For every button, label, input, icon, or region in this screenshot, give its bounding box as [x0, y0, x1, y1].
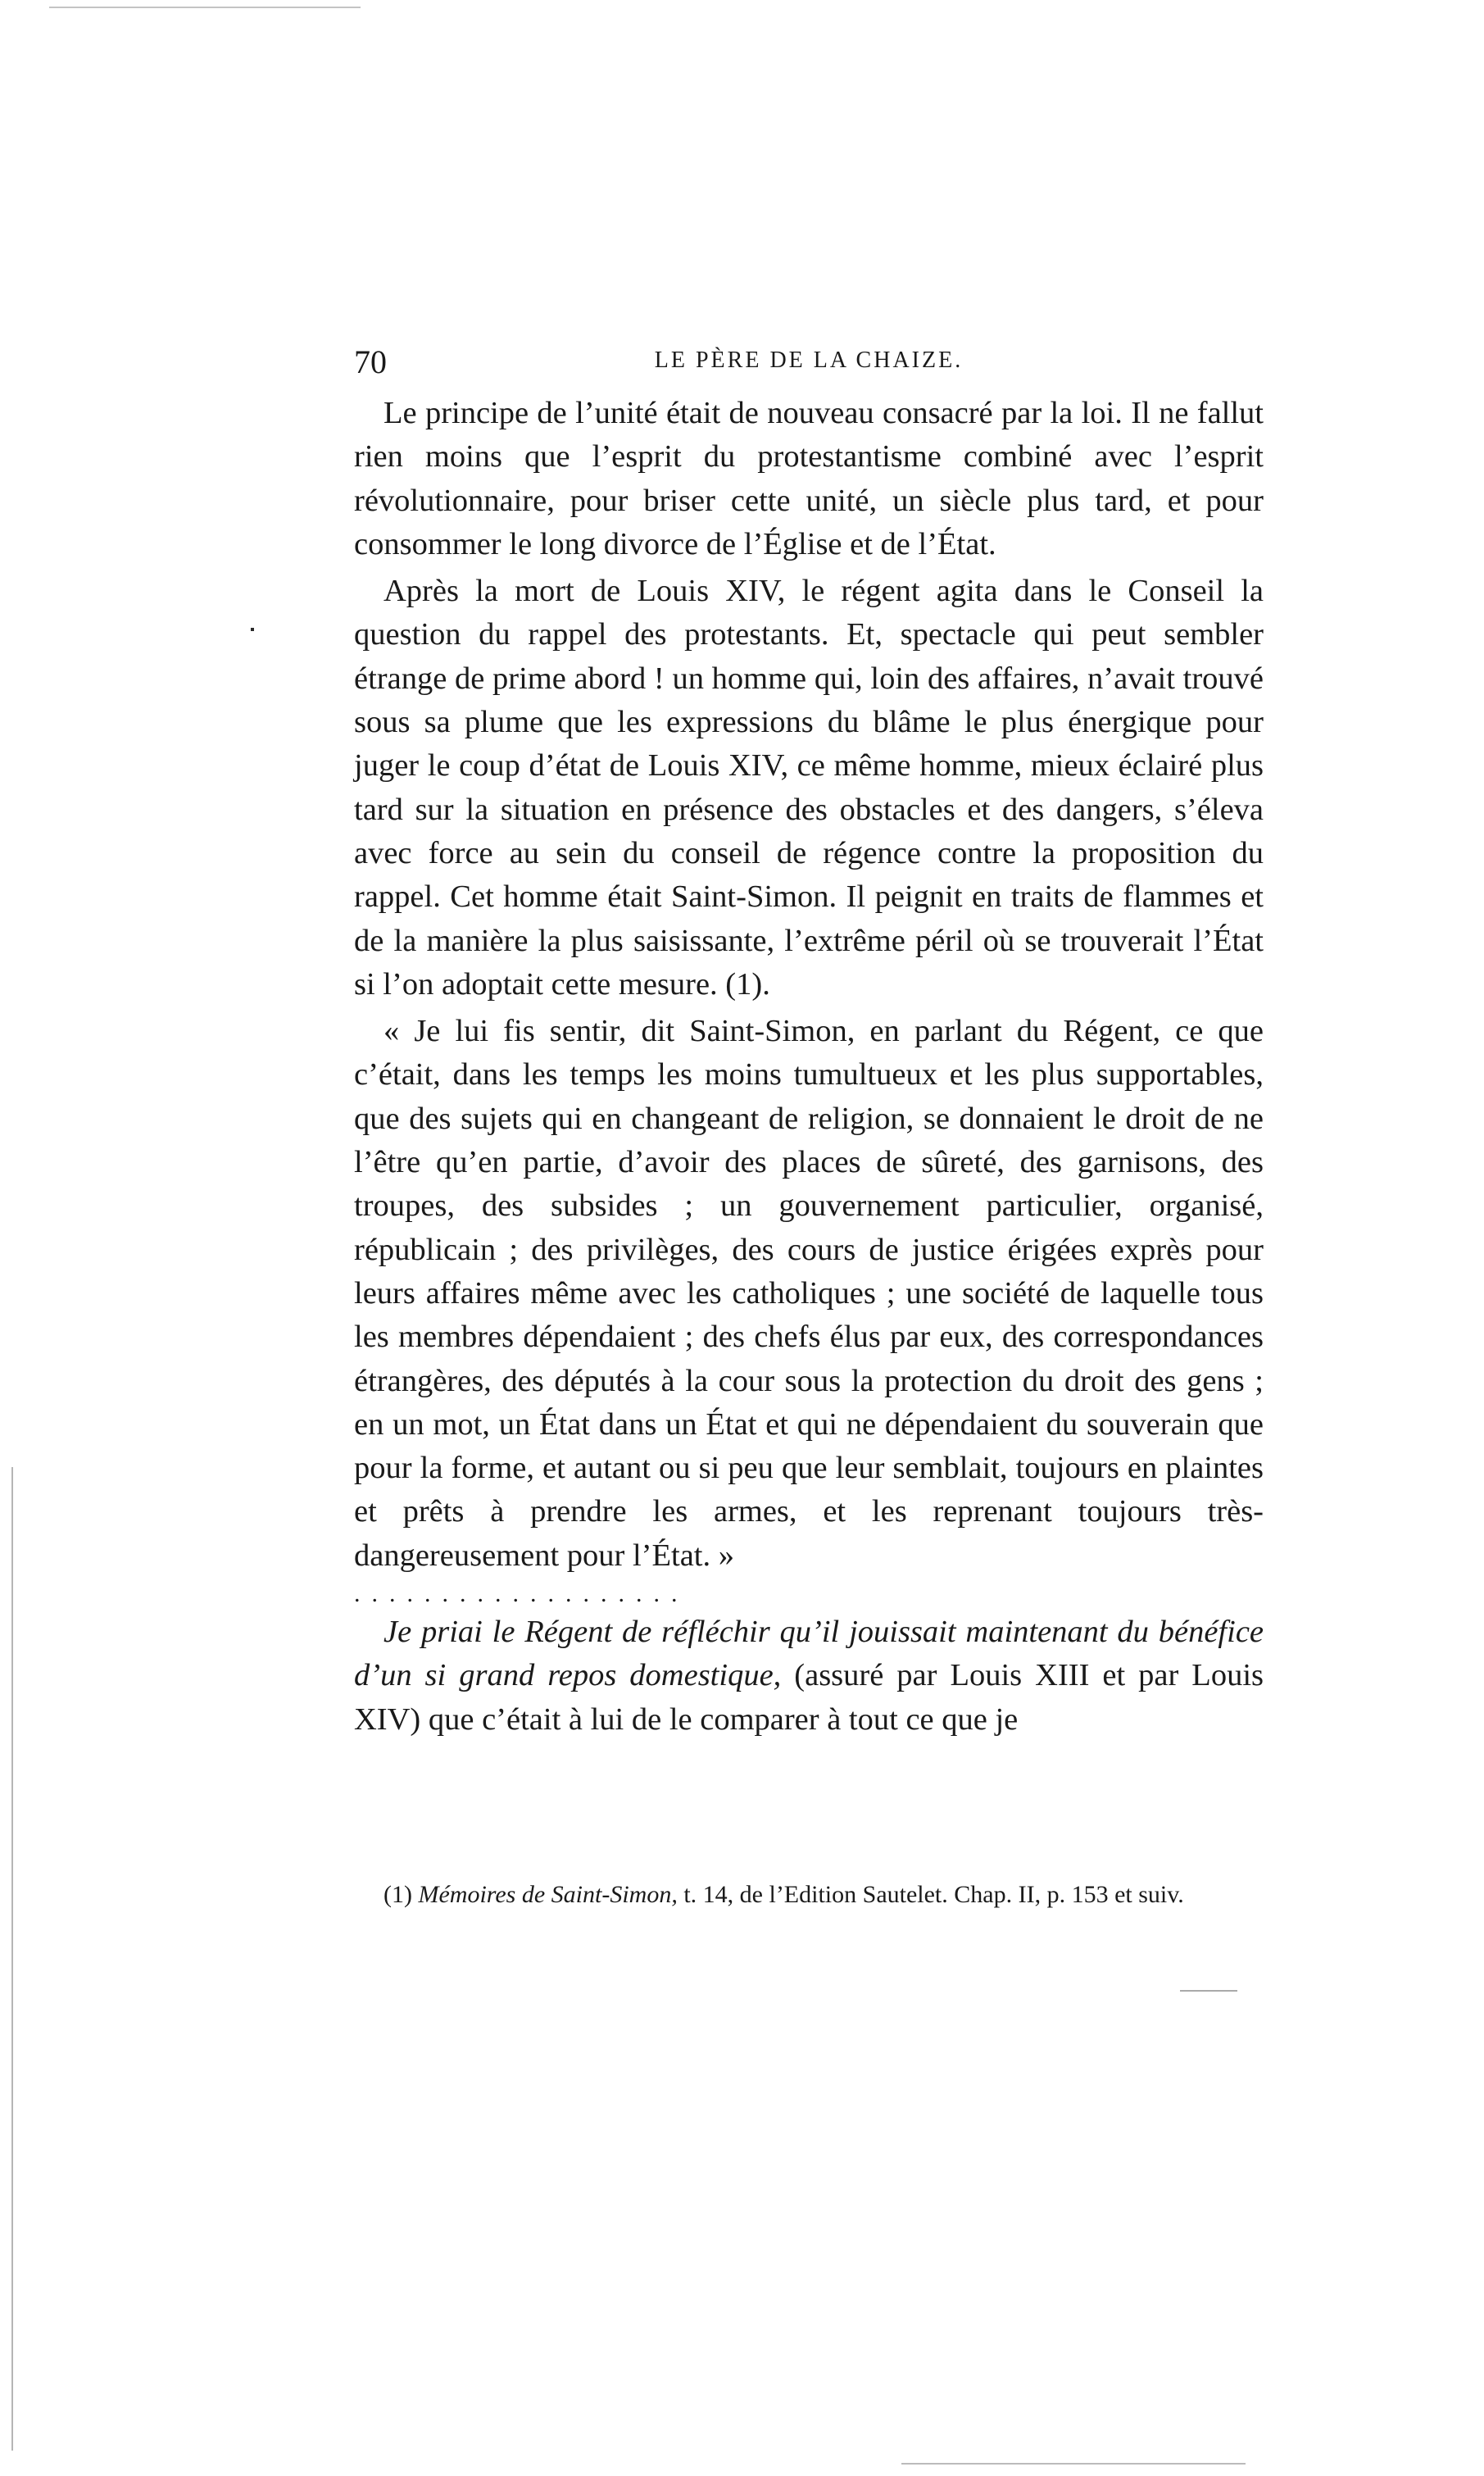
- scan-artifact-top: [49, 7, 361, 8]
- page-number: 70: [354, 343, 387, 380]
- footnote: [354, 1874, 1264, 1916]
- ellipsis-separator: ...................: [354, 1580, 689, 1608]
- running-title: LE PÈRE DE LA CHAIZE.: [654, 348, 964, 373]
- footnote-citation: t. 14, de l’Edition Sautelet. Chap. II, p. 153 et suiv.: [677, 1881, 1184, 1908]
- scan-artifact-dot: [251, 628, 254, 631]
- footnote-source: Mémoires de Saint-Simon,: [418, 1881, 678, 1908]
- paragraph-1: Le principe de l’unité était de nouveau consacré par la loi. Il ne fallut rien moins que l’esprit du protestantisme combiné avec l’esprit révolutionnaire, pour briser cette unité, un siècle plus tard, et pour consommer le long divorce de l’Église et de l’État.: [354, 396, 1264, 561]
- scan-artifact-right: [1180, 1990, 1237, 1992]
- page-header: [354, 343, 1264, 392]
- paragraph-4: [354, 1611, 1264, 1742]
- paragraph-4-rest: (assuré par Louis XIII et par Louis XIV) que c’était à lui de le comparer à tout ce que je: [354, 1658, 1264, 1737]
- scan-artifact-bottom: [901, 2463, 1246, 2465]
- footnote-marker: (1): [383, 1881, 412, 1908]
- paragraph-2: Après la mort de Louis XIV, le régent agita dans le Conseil la question du rappel des protestants. Et, spectacle qui peut sembler étrange de prime abord ! un homme qui, loin des affaires, n’avait trouvé sous sa plume que les expressions du blâme le plus énergique pour juger le coup d’état de Louis XIV, ce même homme, mieux éclairé plus tard sur la situation en présence des obstacles et des dangers, s’éleva avec force au sein du conseil de régence contre la proposition du rappel. Cet homme était Saint-Simon. Il peignit en traits de flammes et de la manière la plus saisissante, l’extrême péril où se trouverait l’État si l’on adoptait cette mesure. (1).: [354, 574, 1264, 1002]
- footnote-text: [354, 1874, 1264, 1916]
- scan-artifact-left-edge: [11, 1467, 13, 2451]
- paragraph-4-italic: Je priai le Régent de réfléchir qu’il jouissait maintenant du bénéfice d’un si grand repos domestique,: [354, 1615, 1264, 1693]
- paragraph-3-quotation: « Je lui fis sentir, dit Saint-Simon, en parlant du Régent, ce que c’était, dans les temps les moins tumultueux et les plus supportables, que des sujets qui en changeant de religion, se donnaient le droit de ne l’être qu’en partie, d’avoir des places de sûreté, des garnisons, des troupes, des subsides ; un gouvernement particulier, organisé, républicain ; des privilèges, des cours de justice érigées exprès pour leurs affaires même avec les catholiques ; une société de laquelle tous les membres dépendaient ; des chefs élus par eux, des correspondances étrangères, des députés à la cour sous la protection du droit des gens ; en un mot, un État dans un État et qui ne dépendaient du souverain que pour la forme, et autant ou si peu que leur semblait, toujours en plaintes et prêts à prendre les armes, et les reprenant toujours très-dangereusement pour l’État. »: [354, 1014, 1264, 1573]
- page-body: [354, 392, 1264, 1742]
